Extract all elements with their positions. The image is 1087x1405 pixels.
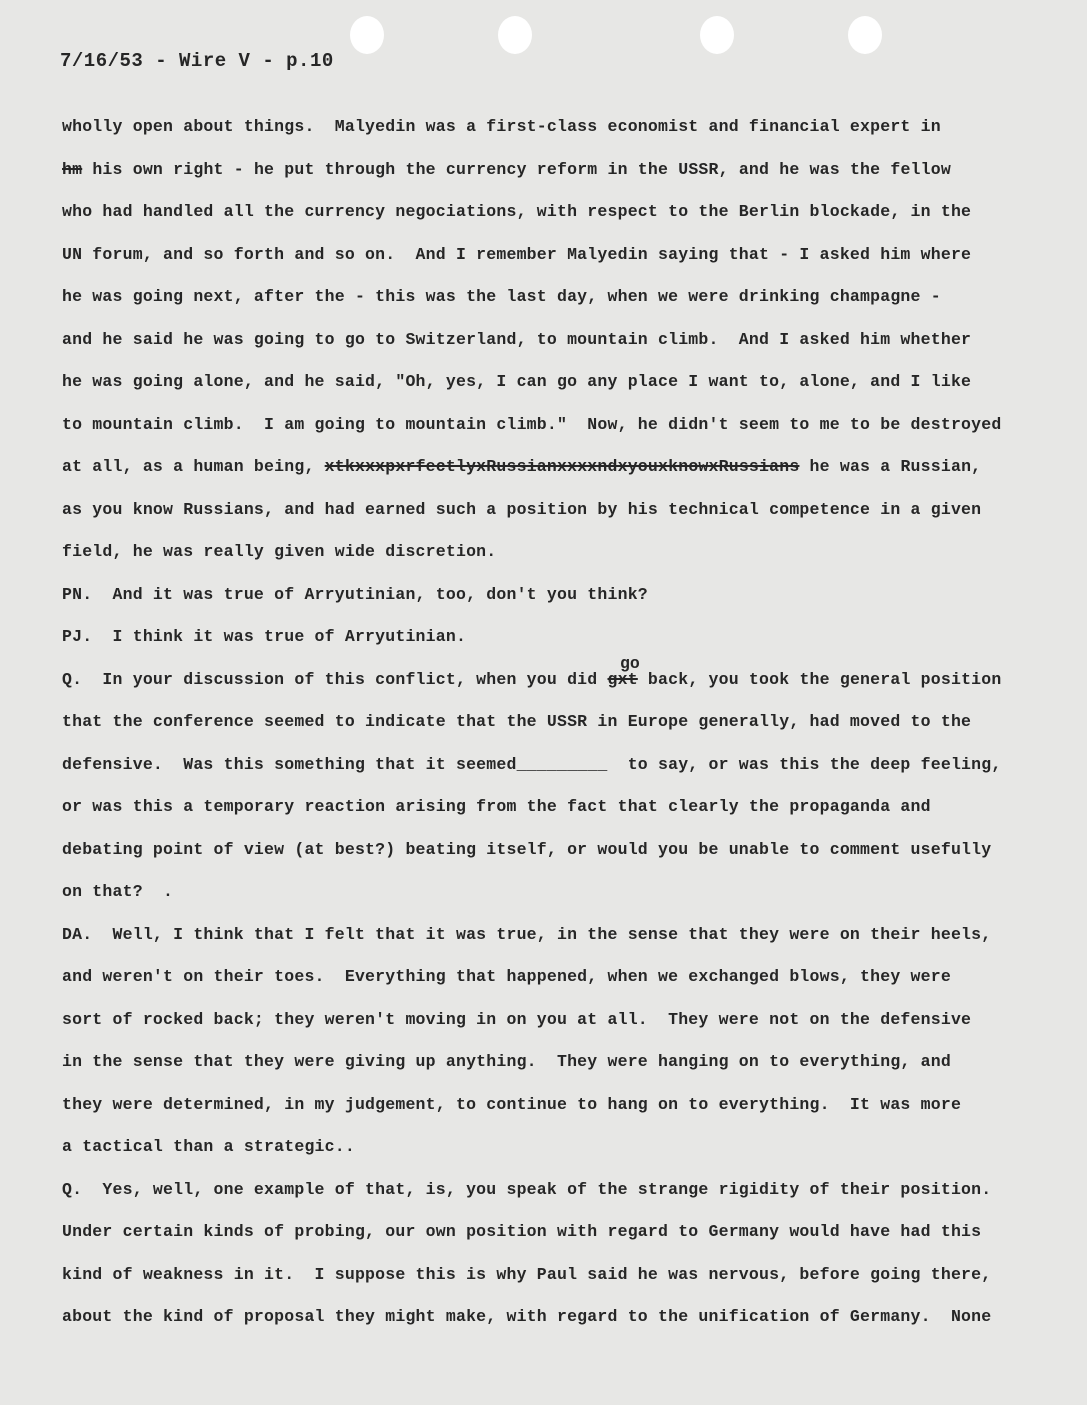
- line-text: a tactical than a strategic..: [62, 1137, 355, 1156]
- text-line: [62, 627, 466, 646]
- text-line: [62, 585, 648, 604]
- text-line: [62, 457, 981, 476]
- struck-text: hm: [62, 159, 83, 179]
- line-text: who had handled all the currency negociations, with respect to the Berlin blockade, in the: [62, 202, 972, 221]
- line-text: he was going alone, and he said, "Oh, yes, I can go any place I want to, alone, and I like: [62, 372, 972, 391]
- page-header: 7/16/53 - Wire V - p.10: [60, 50, 334, 72]
- line-text: as you know Russians, and had earned such a position by his technical competence in a given: [62, 499, 982, 519]
- text-line: [62, 1180, 991, 1199]
- line-text: about the kind of proposal they might make, with regard to the unification of Germany. None: [62, 1307, 992, 1326]
- struck-text: xtkxxxpxrfectlyxRussianxxxxndxyouxknowxRussians: [324, 457, 800, 476]
- line-text: kind of weakness in it. I suppose this is why Paul said he was nervous, before going there,: [62, 1264, 992, 1284]
- line-text: Q. In your discussion of this conflict, when you did: [62, 669, 608, 689]
- text-line: [62, 1137, 355, 1156]
- text-line: [62, 1222, 981, 1241]
- punch-hole: [848, 16, 882, 54]
- text-line: [62, 287, 941, 306]
- line-text: at all, as a human being,: [62, 457, 325, 476]
- text-line: [62, 117, 941, 136]
- line-text: field, he was really given wide discretion.: [62, 542, 497, 561]
- text-line: [62, 1052, 951, 1071]
- text-line: [62, 330, 971, 349]
- line-text: defensive. Was this something that it seemed_________ to say, or was this the deep feeling,: [62, 754, 1002, 774]
- text-line: [62, 1307, 991, 1326]
- text-line: [62, 542, 496, 561]
- text-line: [62, 372, 971, 391]
- line-text: debating point of view (at best?) beating itself, or would you be unable to comment usefully: [62, 839, 992, 859]
- line-text: his own right - he put through the currency reform in the USSR, and he was the fellow: [82, 159, 951, 179]
- line-text: to mountain climb. I am going to mountain climb." Now, he didn't seem to me to be destroyed: [62, 414, 1002, 434]
- text-line: [62, 500, 981, 519]
- line-text: in the sense that they were giving up anything. They were hanging on to everything, and: [62, 1052, 951, 1071]
- line-text: wholly open about things. Malyedin was a first-class economist and financial expert in: [62, 117, 941, 136]
- punch-hole: [350, 16, 384, 54]
- text-line: [62, 415, 1001, 434]
- text-line: [62, 245, 971, 264]
- line-text: they were determined, in my judgement, to continue to hang on to everything. It was more: [62, 1094, 962, 1114]
- line-text: on that? .: [62, 882, 174, 901]
- handwritten-correction: go: [620, 654, 640, 673]
- struck-text: gxt: [607, 669, 638, 689]
- line-text: and he said he was going to go to Switzerland, to mountain climb. And I asked him whether: [62, 329, 972, 349]
- text-line: [62, 712, 971, 731]
- line-text: that the conference seemed to indicate that the USSR in Europe generally, had moved to the: [62, 712, 972, 731]
- line-text: Q. Yes, well, one example of that, is, you speak of the strange rigidity of their position.: [62, 1179, 992, 1199]
- line-text: he was a Russian,: [799, 457, 982, 476]
- line-text: PJ. I think it was true of Arryutinian.: [62, 627, 467, 646]
- text-line: [62, 967, 951, 986]
- line-text: UN forum, and so forth and so on. And I remember Malyedin saying that - I asked him where: [62, 244, 972, 264]
- line-text: back, you took the general position: [637, 669, 1002, 689]
- line-text: PN. And it was true of Arryutinian, too, don't you think?: [62, 584, 648, 604]
- text-line: [62, 840, 991, 859]
- punch-hole: [700, 16, 734, 54]
- line-text: or was this a temporary reaction arising from the fact that clearly the propaganda and: [62, 797, 931, 816]
- line-text: Under certain kinds of probing, our own position with regard to Germany would have had this: [62, 1222, 982, 1241]
- text-line: [62, 755, 1001, 774]
- line-text: and weren't on their toes. Everything that happened, when we exchanged blows, they were: [62, 967, 951, 986]
- line-text: DA. Well, I think that I felt that it was true, in the sense that they were on their heels,: [62, 924, 992, 944]
- text-line: [62, 925, 991, 944]
- text-line: [62, 1095, 961, 1114]
- text-line: [62, 797, 931, 816]
- text-line: [62, 882, 173, 901]
- line-text: he was going next, after the - this was the last day, when we were drinking champagne -: [62, 287, 941, 306]
- text-line: [62, 1010, 971, 1029]
- text-line: [62, 202, 971, 221]
- line-text: sort of rocked back; they weren't moving in on you at all. They were not on the defensive: [62, 1009, 972, 1029]
- text-line: [62, 670, 1001, 689]
- punch-hole: [498, 16, 532, 54]
- text-line: [62, 1265, 991, 1284]
- text-line: [62, 160, 951, 179]
